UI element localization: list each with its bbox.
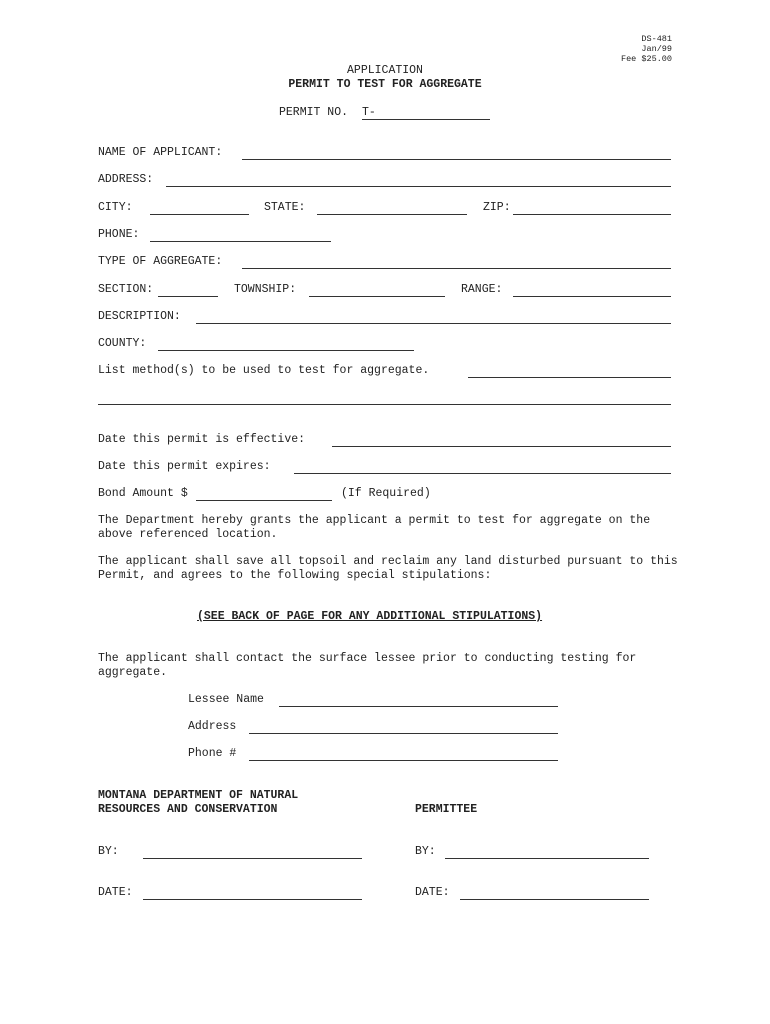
name-of-applicant-label: NAME OF APPLICANT: (98, 146, 223, 159)
permit-no-prefix: T- (362, 106, 376, 119)
address-field[interactable] (166, 186, 671, 187)
department-name-line2: RESOURCES AND CONSERVATION (98, 803, 278, 816)
bond-amount-field[interactable] (196, 500, 332, 501)
township-label: TOWNSHIP: (234, 283, 297, 296)
lessee-name-field[interactable] (279, 706, 558, 707)
name-of-applicant-field[interactable] (242, 159, 671, 160)
zip-field[interactable] (513, 214, 671, 215)
city-label: CITY: (98, 201, 133, 214)
county-label: COUNTY: (98, 337, 147, 350)
lessee-name-label: Lessee Name (188, 693, 264, 706)
type-of-aggregate-label: TYPE OF AGGREGATE: (98, 255, 223, 268)
permit-no-label: PERMIT NO. (279, 106, 349, 119)
zip-label: ZIP: (483, 201, 511, 214)
grant-paragraph: The Department hereby grants the applicant a permit to test for aggregate on the above referenced location. (98, 514, 651, 541)
expires-date-field[interactable] (294, 473, 671, 474)
section-field[interactable] (158, 296, 218, 297)
department-by-label: BY: (98, 845, 119, 858)
phone-field[interactable] (150, 241, 331, 242)
lessee-phone-label: Phone # (188, 747, 237, 760)
bond-amount-label: Bond Amount $ (98, 487, 188, 500)
methods-field-line2[interactable] (98, 404, 671, 405)
lessee-contact-paragraph: The applicant shall contact the surface lessee prior to conducting testing for aggregate. (98, 652, 637, 679)
effective-date-label: Date this permit is effective: (98, 433, 306, 446)
see-back-notice: (SEE BACK OF PAGE FOR ANY ADDITIONAL STIPULATIONS) (197, 610, 543, 623)
permittee-date-label: DATE: (415, 886, 450, 899)
title-permit: PERMIT TO TEST FOR AGGREGATE (288, 78, 482, 91)
methods-label: List method(s) to be used to test for aggregate. (98, 364, 430, 377)
methods-field[interactable] (468, 377, 671, 378)
type-of-aggregate-field[interactable] (242, 268, 671, 269)
state-field[interactable] (317, 214, 467, 215)
township-field[interactable] (309, 296, 445, 297)
form-fee: Fee $25.00 (620, 54, 672, 64)
phone-label: PHONE: (98, 228, 140, 241)
lessee-address-label: Address (188, 720, 237, 733)
lessee-address-field[interactable] (249, 733, 558, 734)
lessee-phone-field[interactable] (249, 760, 558, 761)
title-application: APPLICATION (347, 64, 423, 77)
form-date-code: Jan/99 (641, 44, 672, 54)
section-label: SECTION: (98, 283, 154, 296)
permittee-by-label: BY: (415, 845, 436, 858)
range-field[interactable] (513, 296, 671, 297)
department-name-line1: MONTANA DEPARTMENT OF NATURAL (98, 789, 299, 802)
expires-date-label: Date this permit expires: (98, 460, 271, 473)
county-field[interactable] (158, 350, 414, 351)
address-label: ADDRESS: (98, 173, 154, 186)
form-code: DS-481 (641, 34, 672, 44)
effective-date-field[interactable] (332, 446, 671, 447)
city-field[interactable] (150, 214, 249, 215)
permittee-by-field[interactable] (445, 858, 649, 859)
bond-note: (If Required) (341, 487, 431, 500)
topsoil-paragraph: The applicant shall save all topsoil and reclaim any land disturbed pursuant to this Permit, and agrees to the following special stipulations: (98, 555, 678, 582)
department-date-field[interactable] (143, 899, 362, 900)
permittee-date-field[interactable] (460, 899, 649, 900)
state-label: STATE: (264, 201, 306, 214)
department-date-label: DATE: (98, 886, 133, 899)
range-label: RANGE: (461, 283, 503, 296)
permittee-heading: PERMITTEE (415, 803, 478, 816)
description-label: DESCRIPTION: (98, 310, 181, 323)
permit-no-field[interactable] (362, 119, 490, 120)
description-field[interactable] (196, 323, 671, 324)
department-by-field[interactable] (143, 858, 362, 859)
